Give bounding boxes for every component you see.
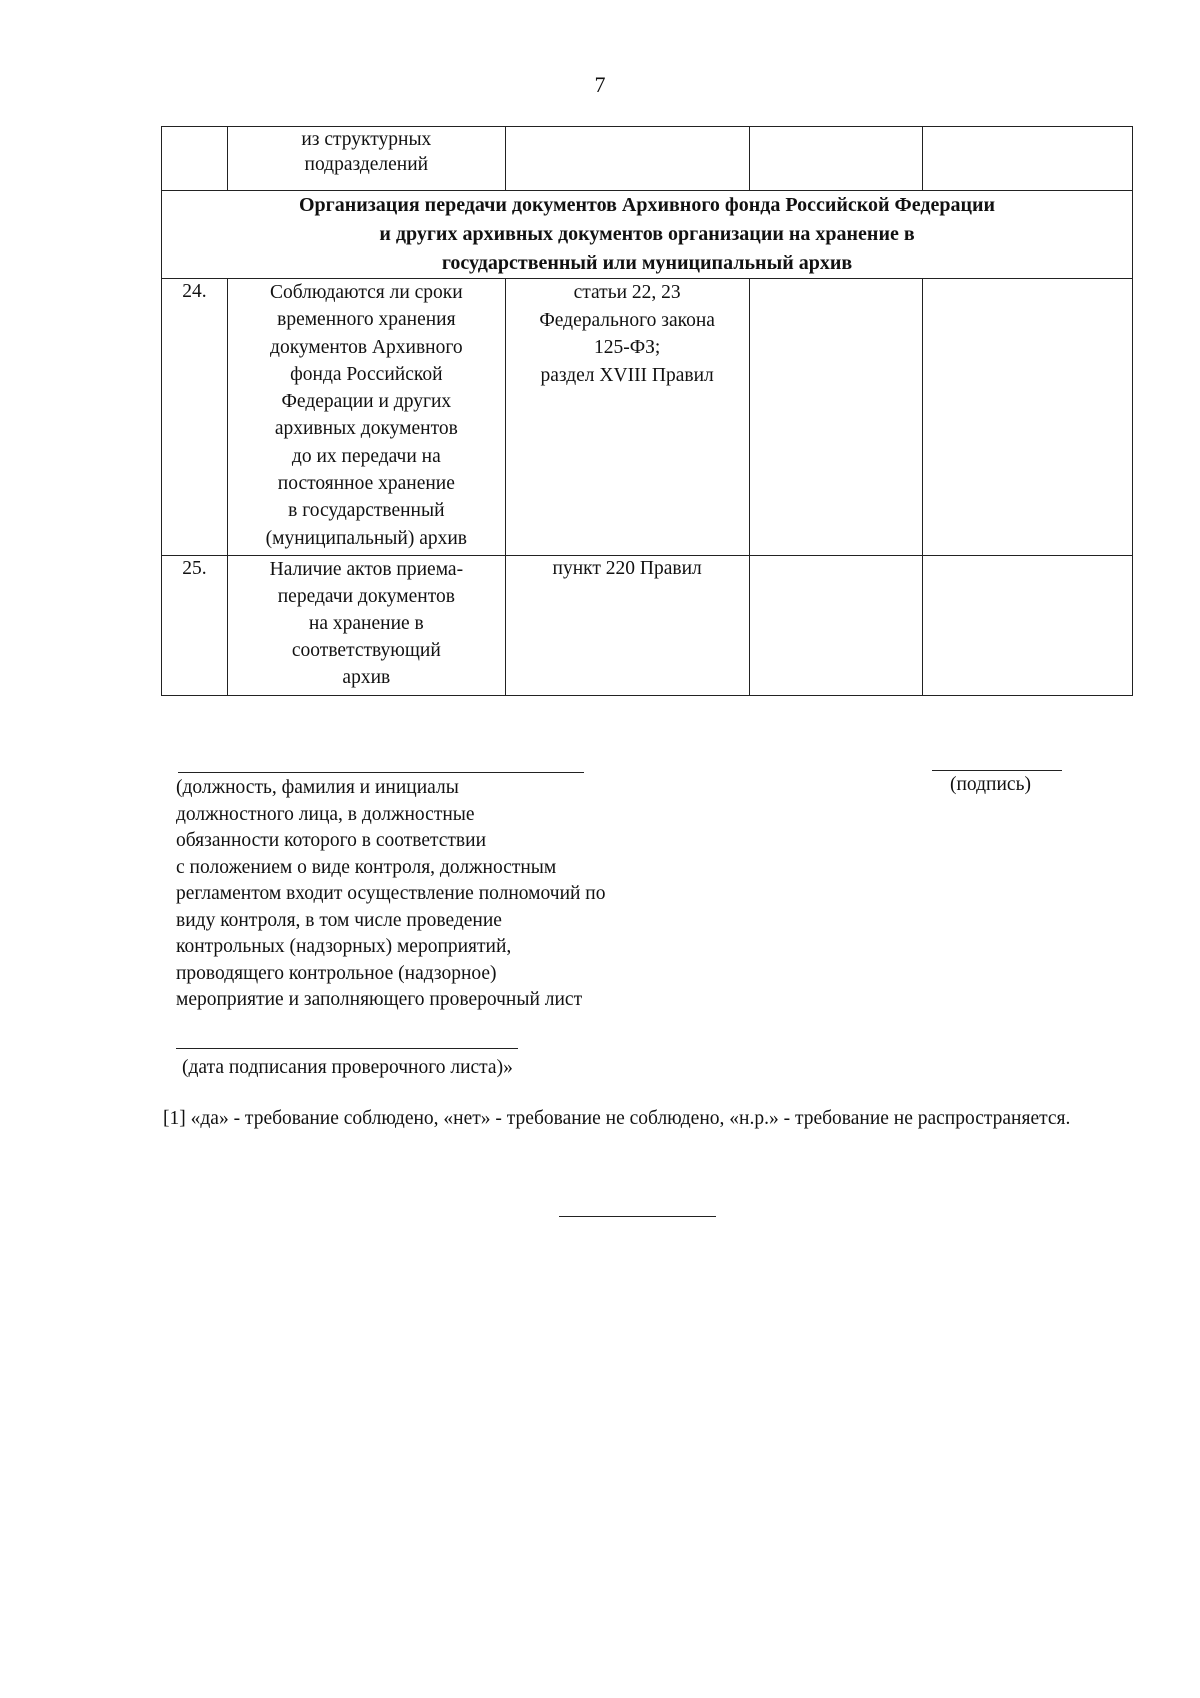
end-divider: [559, 1216, 716, 1217]
note-cell: [923, 556, 1133, 696]
note-cell: [923, 127, 1133, 191]
section-header-row: [162, 191, 1133, 279]
signature-caption: (подпись): [950, 774, 1031, 795]
signature-line: [932, 770, 1062, 771]
question-cell: Наличие актов приема- передачи документов на хранение в соответствующий архив: [227, 556, 505, 696]
question-cell: из структурных подразделений: [227, 127, 505, 191]
row-number-cell: 25.: [162, 556, 228, 696]
answer-cell: [749, 556, 923, 696]
note-cell: [923, 279, 1133, 556]
answer-cell: [749, 127, 923, 191]
official-signature-line: [178, 772, 584, 773]
row-number-cell: 24.: [162, 279, 228, 556]
answer-cell: [749, 279, 923, 556]
date-caption: (дата подписания проверочного листа)»: [182, 1057, 513, 1078]
checklist-table: [161, 126, 1133, 696]
question-cell: Соблюдаются ли сроки временного хранения документов Архивного фонда Российской Федерации и других архивных документов до их передачи на постоянное хранение в государственный (муниципальный) архив: [227, 279, 505, 556]
row-number-cell: [162, 127, 228, 191]
footnote: [1] «да» - требование соблюдено, «нет» - требование не соблюдено, «н.р.» - требование не распространяется.: [163, 1108, 1071, 1129]
table-row: [162, 127, 1133, 191]
reference-cell: статьи 22, 23 Федерального закона 125-ФЗ; раздел XVIII Правил: [505, 279, 749, 556]
page-number: 7: [594, 72, 606, 97]
date-line: [176, 1048, 518, 1049]
table-row: [162, 279, 1133, 556]
section-title: Организация передачи документов Архивного фонда Российской Федерации и других архивных документов организации на хранение в государственный или муниципальный архив: [162, 191, 1133, 279]
reference-cell: [505, 127, 749, 191]
table-row: [162, 556, 1133, 696]
official-caption: (должность, фамилия и инициалы должностного лица, в должностные обязанности которого в соответствии с положением о виде контроля, должностным регламентом входит осуществление полномочий по виду контроля, в том числе проведение контрольных (надзорных) мероприятий, проводящего контрольное (надзорное) мероприятие и заполняющего проверочный лист: [176, 777, 606, 1010]
reference-cell: пункт 220 Правил: [505, 556, 749, 696]
